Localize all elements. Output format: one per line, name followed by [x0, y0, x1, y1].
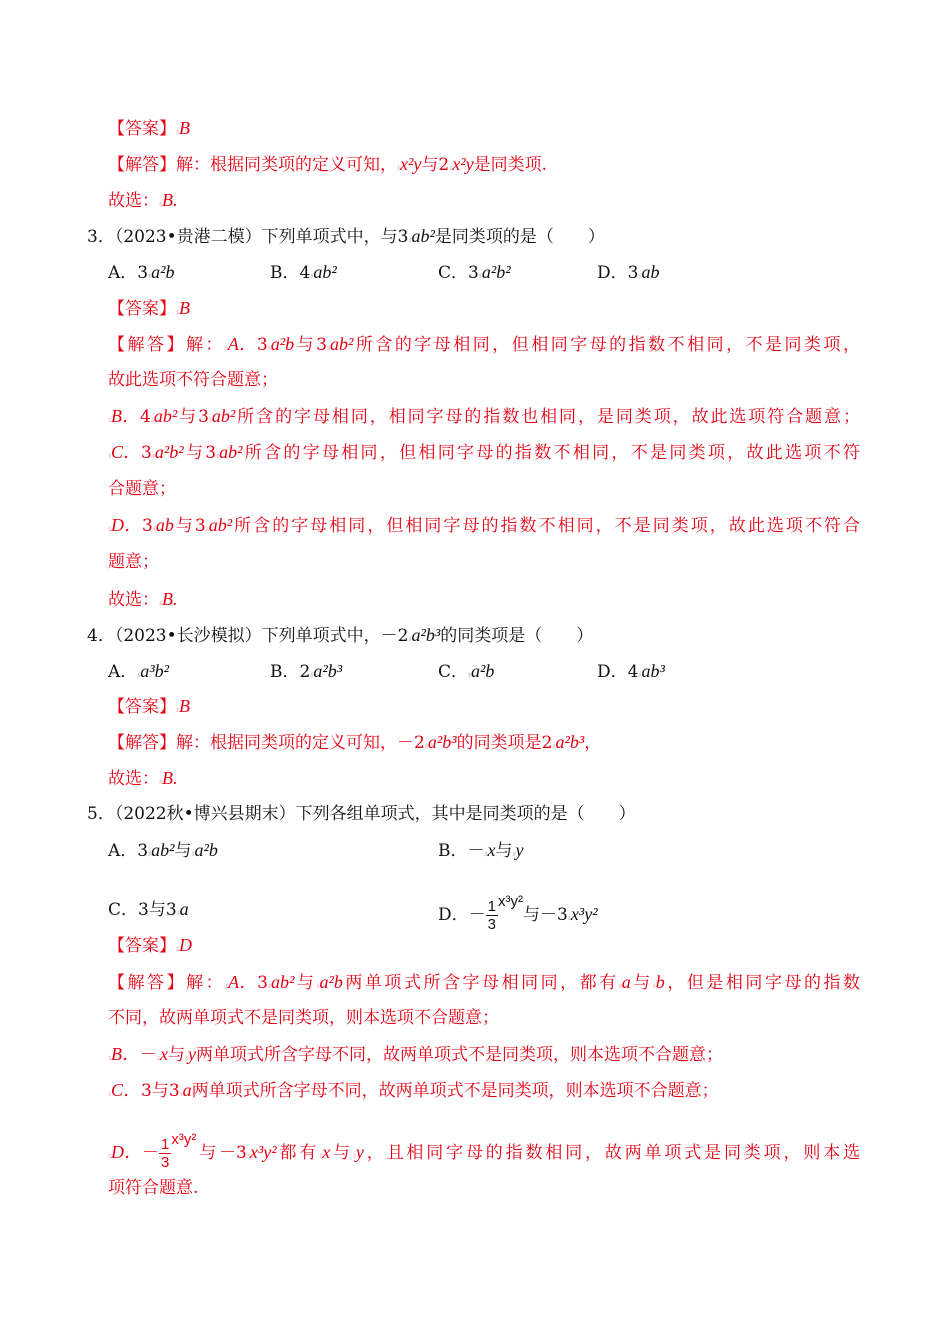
- denominator: 3: [487, 916, 496, 933]
- solution-line: [108, 1043, 723, 1070]
- answer-option: [108, 660, 169, 687]
- solution-line: [108, 767, 178, 794]
- text-segment: 与: [495, 841, 513, 861]
- math-term: $y: [512, 840, 524, 860]
- text-segment: D．3: [597, 263, 639, 283]
- text-segment: 与－3: [196, 1143, 247, 1163]
- text-segment: 3: [141, 443, 152, 463]
- text-segment: 合题意；: [108, 479, 176, 499]
- fraction-variables: x³y²: [497, 893, 523, 910]
- text-segment: 5．（2022秋•博兴县期末）下列各组单项式，其中是同类项的是（ ）: [87, 804, 636, 824]
- text-segment: 4: [140, 407, 151, 427]
- text-segment: 4．（2023•长沙模拟）下列单项式中，－2: [87, 626, 409, 646]
- solution-line: [108, 333, 860, 360]
- text-segment: 【答案】: [108, 119, 176, 139]
- math-term: $B: [176, 118, 190, 138]
- math-term: $a²b²: [151, 442, 184, 462]
- text-segment: 【答案】: [108, 697, 176, 717]
- math-term: $a: [618, 972, 631, 992]
- text-segment: 与: [630, 973, 653, 993]
- math-term: $x: [157, 1044, 168, 1064]
- text-segment: 的同类项是2: [456, 733, 553, 753]
- text-segment: 【解答】解：根据同类项的定义可知，: [108, 155, 397, 175]
- solution-line: [108, 478, 176, 500]
- text-segment: C．: [438, 662, 469, 682]
- solution-line: [108, 1177, 198, 1199]
- text-segment: 故选：: [108, 769, 159, 789]
- text-segment: C．3与3: [108, 900, 177, 920]
- math-term: $D．: [108, 515, 142, 535]
- text-segment: 所含的字母相同，但相同字母的指数不相同，不是同类项，故此选项不符合: [232, 516, 860, 536]
- answer-option: [270, 660, 342, 687]
- solution-line: [108, 117, 190, 144]
- math-term: $C．: [108, 442, 142, 462]
- answer-option: [597, 261, 659, 288]
- math-term: $B.: [159, 589, 178, 609]
- fraction-variables: x³y²: [171, 1131, 197, 1148]
- text-segment: C．3: [438, 263, 479, 283]
- solution-line: [108, 731, 601, 758]
- text-segment: 两单项式所含字母相同同，都有: [342, 973, 619, 993]
- math-term: $a²b³: [552, 732, 585, 752]
- math-term: $B: [176, 696, 190, 716]
- answer-option: [438, 261, 511, 288]
- solution-line: [108, 514, 860, 541]
- text-segment: 【解答】解：: [108, 335, 225, 355]
- fraction-expression: [486, 893, 523, 933]
- text-segment: 故选：: [108, 590, 159, 610]
- math-term: $a²b³: [424, 732, 457, 752]
- math-term: $a²b²: [478, 262, 511, 282]
- numerator: 1: [161, 1136, 170, 1153]
- text-segment: 3与3: [141, 1081, 180, 1101]
- math-term: $a²b: [191, 840, 218, 860]
- text-segment: 都有: [276, 1143, 320, 1163]
- text-segment: 与2: [421, 155, 450, 175]
- solution-line: [108, 695, 190, 722]
- question-line: [87, 225, 605, 252]
- math-term: $B: [176, 298, 190, 318]
- solution-line: [108, 588, 178, 615]
- math-term: $a²b: [468, 661, 495, 681]
- text-segment: ，且相同字母的指数相同，故两单项式是同类项，则本选: [363, 1143, 861, 1163]
- math-term: $a: [179, 1080, 192, 1100]
- text-segment: A．3: [108, 263, 149, 283]
- question-line: [87, 624, 593, 651]
- text-segment: 【答案】: [108, 299, 176, 319]
- question-line: [87, 803, 636, 825]
- math-term: $B.: [159, 190, 178, 210]
- text-segment: －: [142, 1143, 159, 1163]
- text-segment: 所含的字母相同，但相同字母的指数不相同，不是同类项，: [353, 335, 860, 355]
- text-segment: A．: [108, 662, 138, 682]
- text-segment: 题意；: [108, 552, 159, 572]
- text-segment: 是同类项.: [473, 155, 547, 175]
- solution-line: [108, 189, 178, 216]
- text-segment: 与3: [183, 443, 217, 463]
- denominator: 3: [161, 1154, 170, 1171]
- fraction: [486, 898, 498, 933]
- math-term: $a: [176, 899, 189, 919]
- text-segment: A．3: [108, 841, 149, 861]
- fraction: [159, 1136, 171, 1171]
- text-segment: 3: [256, 335, 268, 355]
- math-term: $x²y: [449, 154, 474, 174]
- math-term: $y: [185, 1044, 196, 1064]
- text-segment: ，但是相同字母的指数: [664, 973, 861, 993]
- answer-option: [108, 261, 175, 288]
- text-segment: 【答案】: [108, 936, 176, 956]
- math-term: $ab²: [408, 226, 435, 246]
- text-segment: 与－3: [522, 905, 568, 925]
- solution-line: [108, 369, 278, 391]
- solution-line: [108, 153, 547, 180]
- solution-line: [108, 1131, 861, 1171]
- solution-line: [108, 1007, 499, 1029]
- math-term: $a²b: [267, 334, 295, 354]
- text-segment: 故选：: [108, 191, 159, 211]
- answer-option: [597, 660, 665, 687]
- math-term: $x³y²: [567, 904, 598, 924]
- text-segment: D．4: [597, 662, 639, 682]
- math-term: $D．: [108, 1142, 142, 1162]
- math-term: $ab²: [150, 406, 178, 426]
- answer-option: [108, 839, 218, 866]
- math-term: $B.: [159, 768, 178, 788]
- math-term: $ab²: [267, 972, 295, 992]
- text-segment: ，: [584, 733, 602, 753]
- text-segment: B．4: [270, 263, 311, 283]
- text-segment: D．－: [438, 905, 486, 925]
- text-segment: B．2: [270, 662, 311, 682]
- numerator: 1: [487, 898, 496, 915]
- text-segment: 3: [257, 973, 268, 993]
- math-term: $D: [176, 935, 192, 955]
- answer-option: [438, 893, 598, 933]
- text-segment: 不同，故两单项式不是同类项，则本选项不合题意；: [108, 1008, 499, 1028]
- text-segment: 所含的字母相同，相同字母的指数也相同，是同类项，故此选项符合题意；: [235, 407, 860, 427]
- text-segment: 【解答】解：根据同类项的定义可知，－2: [108, 733, 425, 753]
- math-term: $A．: [225, 972, 258, 992]
- math-term: $ab: [638, 262, 660, 282]
- solution-line: [108, 297, 190, 324]
- math-term: $a²b³: [310, 661, 343, 681]
- math-term: $ab²: [148, 840, 175, 860]
- text-segment: －: [140, 1045, 157, 1065]
- text-segment: 与: [330, 1143, 353, 1163]
- solution-line: [108, 405, 860, 432]
- math-term: $ab²: [208, 406, 236, 426]
- math-term: $x: [484, 840, 496, 860]
- text-segment: 故此选项不符合题意；: [108, 370, 278, 390]
- math-term: $A．: [224, 334, 257, 354]
- solution-line: [108, 971, 860, 998]
- math-term: $ab²: [216, 442, 243, 462]
- text-segment: 3: [142, 516, 153, 536]
- text-segment: 两单项式所含字母不同，故两单项式不是同类项，则本选项不合题意；: [191, 1081, 719, 1101]
- text-segment: 所含的字母相同，但相同字母的指数不相同，不是同类项，故此选项不符: [242, 443, 860, 463]
- math-term: $ab²: [326, 334, 354, 354]
- text-segment: B．－: [438, 841, 485, 861]
- math-term: $C．: [108, 1080, 142, 1100]
- text-segment: 两单项式所含字母不同，故两单项式不是同类项，则本选项不合题意；: [196, 1045, 723, 1065]
- math-term: $ab³: [638, 661, 665, 681]
- solution-line: [108, 1079, 719, 1106]
- text-segment: 的同类项是（ ）: [440, 626, 594, 646]
- text-segment: 与: [174, 841, 192, 861]
- solution-line: [108, 551, 159, 573]
- math-term: $b: [652, 972, 665, 992]
- fraction-expression: [159, 1131, 197, 1171]
- math-term: $x³y²: [246, 1142, 277, 1162]
- answer-option: [270, 261, 337, 288]
- math-term: $a²b³: [408, 625, 441, 645]
- text-segment: 3．（2023•贵港二模）下列单项式中，与3: [87, 227, 409, 247]
- math-term: $y: [352, 1142, 364, 1162]
- math-term: $ab²: [205, 515, 233, 535]
- math-term: $ab²: [310, 262, 337, 282]
- text-segment: 是同类项的是（ ）: [434, 227, 605, 247]
- answer-option: [108, 898, 189, 925]
- math-term: $a³b²: [137, 661, 170, 681]
- text-segment: 【解答】解：: [108, 973, 226, 993]
- text-segment: 与3: [177, 407, 209, 427]
- text-segment: 与: [168, 1045, 185, 1065]
- answer-option: [438, 839, 524, 866]
- math-term: $x²y: [397, 154, 422, 174]
- answer-option: [438, 660, 494, 687]
- math-term: $ab: [152, 515, 174, 535]
- text-segment: 项符合题意.: [108, 1178, 199, 1198]
- text-segment: 与3: [173, 516, 206, 536]
- math-term: $a²b: [148, 262, 175, 282]
- solution-line: [108, 441, 860, 468]
- math-term: $a²b: [316, 972, 343, 992]
- solution-line: [108, 934, 192, 961]
- math-term: $B．: [108, 406, 140, 426]
- text-segment: 与: [294, 973, 317, 993]
- math-term: $x: [319, 1142, 331, 1162]
- math-term: $B．: [108, 1044, 140, 1064]
- text-segment: 与3: [294, 335, 327, 355]
